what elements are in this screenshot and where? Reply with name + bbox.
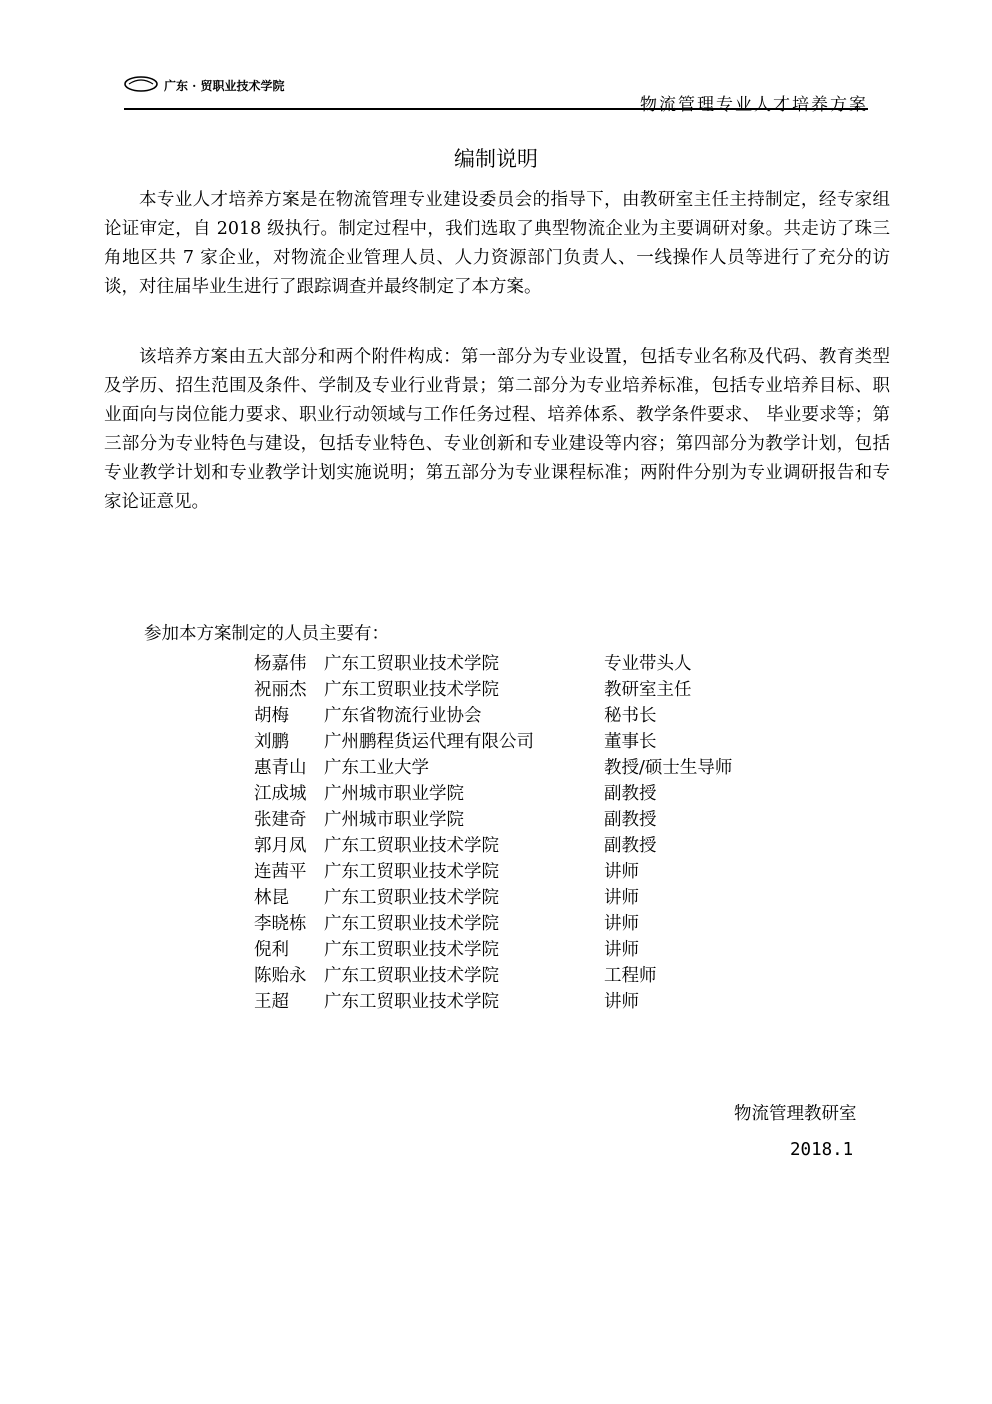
staff-name: 王超 [254,992,289,1012]
staff-row [254,651,814,677]
paragraph-text: 本专业人才培养方案是在物流管理专业建设委员会的指导下，由教研室主任主持制定，经专家组论证审定，自 2018 级执行。制定过程中，我们选取了典型物流企业为主要调研对象。共走访了珠三角地区共 7 家企业，对物流企业管理人员、人力资源部门负责人、一线操作人员等进行了充分的访谈，对往届毕业生进行了跟踪调查并最终制定了本方案。 [104,190,890,297]
staff-name: 惠青山 [254,758,307,778]
staff-name: 刘鹏 [254,732,289,752]
staff-org: 广东工贸职业技术学院 [324,888,499,908]
staff-row [254,989,814,1015]
header-divider [124,108,868,110]
staff-name: 祝丽杰 [254,680,307,700]
document-title: 编制说明 [454,147,538,171]
staff-role: 副教授 [604,836,657,856]
staff-row [254,859,814,885]
staff-role: 讲师 [604,914,639,934]
staff-row [254,677,814,703]
staff-org: 广东工贸职业技术学院 [324,654,499,674]
staff-org: 广东工贸职业技术学院 [324,940,499,960]
staff-role: 讲师 [604,888,639,908]
staff-org: 广东工贸职业技术学院 [324,966,499,986]
header-title: 物流管理专业人才培养方案 [640,95,868,115]
staff-role: 专业带头人 [604,654,692,674]
staff-row [254,885,814,911]
school-logo [124,74,344,92]
staff-name: 倪利 [254,940,289,960]
staff-org: 广东工贸职业技术学院 [324,836,499,856]
staff-name: 杨嘉伟 [254,654,307,674]
staff-name: 江成城 [254,784,307,804]
staff-org: 广州城市职业学院 [324,810,464,830]
staff-role: 工程师 [604,966,657,986]
staff-org: 广东工贸职业技术学院 [324,680,499,700]
staff-role: 教研室主任 [604,680,692,700]
staff-name: 连茜平 [254,862,307,882]
staff-row [254,807,814,833]
staff-role: 董事长 [604,732,657,752]
staff-role: 副教授 [604,784,657,804]
staff-role: 讲师 [604,940,639,960]
staff-row [254,833,814,859]
staff-row [254,703,814,729]
staff-org: 广州鹏程货运代理有限公司 [324,732,534,752]
staff-name: 林昆 [254,888,289,908]
staff-role: 副教授 [604,810,657,830]
staff-row [254,729,814,755]
paragraph-text: 该培养方案由五大部分和两个附件构成：第一部分为专业设置，包括专业名称及代码、教育类型及学历、招生范围及条件、学制及专业行业背景；第二部分为专业培养标准，包括专业培养目标、职业面向与岗位能力要求、职业行动领域与工作任务过程、培养体系、教学条件要求、 毕业要求等；第三部分为专业特色与建设，包括专业特色、专业创新和专业建设等内容；第四部分为教学计划，包括专业教学计划和专业教学计划实施说明；第五部分为专业课程标准；两附件分别为专业调研报告和专家论证意见。 [104,347,890,512]
signature-department: 物流管理教研室 [734,1104,857,1124]
staff-list [254,651,814,1015]
staff-row [254,781,814,807]
staff-row [254,755,814,781]
staff-name: 张建奇 [254,810,307,830]
signature-date: 2018.1 [790,1140,854,1160]
staff-name: 胡梅 [254,706,289,726]
staff-org: 广东工贸职业技术学院 [324,914,499,934]
svg-text:广东 · 贸职业技术学院: 广东 · 贸职业技术学院 [164,79,285,92]
paragraph-2 [104,343,890,517]
staff-row [254,911,814,937]
staff-org: 广州城市职业学院 [324,784,464,804]
staff-name: 郭月凤 [254,836,307,856]
staff-org: 广东工贸职业技术学院 [324,862,499,882]
staff-role: 讲师 [604,992,639,1012]
page-header [124,70,868,115]
staff-intro: 参加本方案制定的人员主要有： [144,624,389,644]
staff-org: 广东工贸职业技术学院 [324,992,499,1012]
staff-role: 讲师 [604,862,639,882]
staff-role: 教授/硕士生导师 [604,758,733,778]
staff-name: 陈贻永 [254,966,307,986]
staff-row [254,937,814,963]
staff-name: 李晓栋 [254,914,307,934]
staff-org: 广东省物流行业协会 [324,706,482,726]
staff-org: 广东工业大学 [324,758,429,778]
paragraph-1 [104,186,890,302]
staff-role: 秘书长 [604,706,657,726]
staff-row [254,963,814,989]
